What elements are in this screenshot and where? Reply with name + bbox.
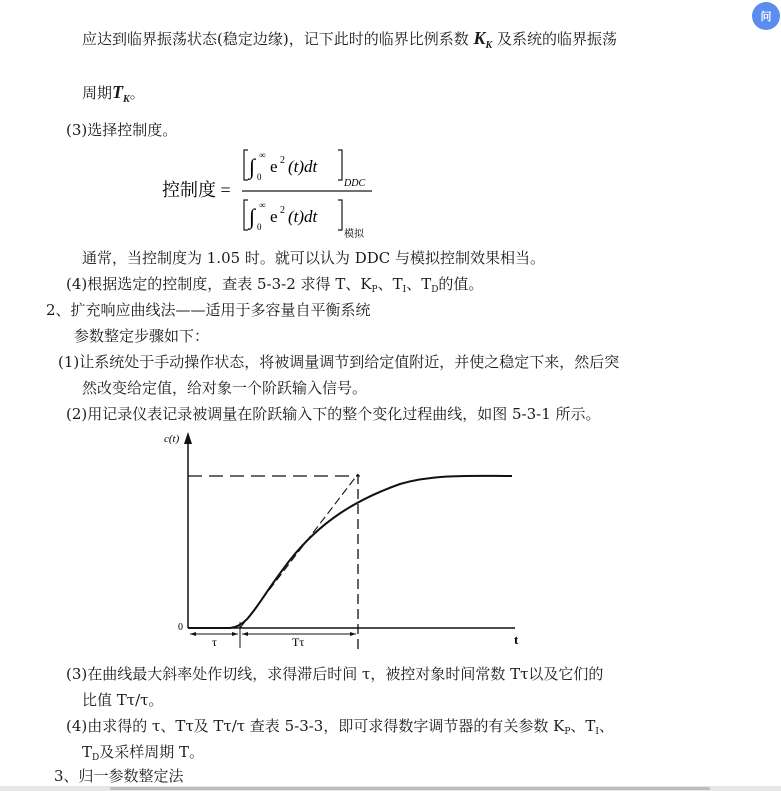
svg-text:e: e xyxy=(270,207,278,226)
svg-text:模拟: 模拟 xyxy=(344,229,364,240)
integral-sign-top: ∫ xyxy=(249,154,256,179)
svg-text:2: 2 xyxy=(280,205,285,216)
steps-intro: 参数整定步骤如下： xyxy=(74,327,210,345)
svg-text:DDC: DDC xyxy=(344,178,366,189)
step-4-line-b: $T_D$及采样周期 T。 xyxy=(82,743,205,763)
control-degree-formula xyxy=(160,144,400,244)
normally-note: 通常，当控制度为 1.05 时。就可以认为 DDC 与模拟控制效果相当。 xyxy=(82,249,546,267)
integral-sign-bottom: ∫ xyxy=(249,204,256,229)
svg-text:∞: ∞ xyxy=(259,150,266,160)
scrollbar-thumb[interactable] xyxy=(110,787,710,790)
svg-text:(t)dt: (t)dt xyxy=(288,157,318,176)
step-3-heading: (3)选择控制度。 xyxy=(66,121,178,139)
critical-period-symbol: $T_K$ xyxy=(112,82,130,105)
step-response-figure xyxy=(160,430,530,650)
step-3-line-b: 比值 Tτ/τ。 xyxy=(82,691,164,709)
step-4-line-a: (4)由求得的 τ、Tτ及 Tτ/τ 查表 5-3-3，即可求得数字调节器的有关参数 $K_P$、$T_I$、 xyxy=(66,717,614,737)
svg-text:2: 2 xyxy=(280,155,285,166)
formula-lhs: 控制度 = xyxy=(162,180,231,200)
y-axis-arrow xyxy=(184,432,192,444)
response-curve xyxy=(188,476,512,628)
svg-text:∞: ∞ xyxy=(259,200,266,210)
line2-text-end: 。 xyxy=(129,84,145,102)
line2-text-start: 周期 xyxy=(82,84,113,102)
line1-text-end: 及系统的临界振荡 xyxy=(492,30,617,48)
step-3-line-a: (3)在曲线最大斜率处作切线，求得滞后时间 τ，被控对象时间常数 Tτ以及它们的 xyxy=(66,665,604,683)
paragraph-line-1 xyxy=(82,28,617,56)
tau-label: τ xyxy=(212,635,217,649)
critical-gain-symbol: $K_K$ xyxy=(473,28,493,51)
horizontal-scrollbar[interactable] xyxy=(0,786,781,791)
step-2-text: (2)用记录仪表记录被调量在阶跃输入下的整个变化过程曲线，如图 5-3-1 所示。 xyxy=(66,405,601,423)
svg-text:0: 0 xyxy=(257,172,262,182)
line1-text-start: 应达到临界振荡状态(稳定边缘)，记下此时的临界比例系数 xyxy=(82,30,474,48)
section-2-heading: 2、扩充响应曲线法——适用于多容量自平衡系统 xyxy=(46,301,371,319)
step-4-text: (4)根据选定的控制度，查表 5-3-2 求得 T、$K_P$、$T_I$、$T_D$的值。 xyxy=(66,275,484,295)
x-axis-label: t xyxy=(514,632,519,647)
formula-numerator xyxy=(244,150,365,189)
tangent-line xyxy=(240,474,358,628)
formula-denominator xyxy=(244,200,365,240)
paragraph-line-2 xyxy=(82,82,145,110)
svg-text:0: 0 xyxy=(257,222,262,232)
svg-text:(t)dt: (t)dt xyxy=(288,207,318,226)
origin-label: 0 xyxy=(178,622,183,633)
svg-text:e: e xyxy=(270,157,278,176)
y-axis-label: c(t) xyxy=(164,433,180,445)
section-3-heading: 3、归一参数整定法 xyxy=(54,767,184,785)
t-tau-label: Tτ xyxy=(292,635,305,649)
translate-badge-icon[interactable]: 问 xyxy=(752,2,780,30)
step-1-line-b: 然改变给定值，给对象一个阶跃输入信号。 xyxy=(82,379,368,397)
step-1-line-a: (1)让系统处于手动操作状态，将被调量调节到给定值附近，并使之稳定下来，然后突 xyxy=(58,353,620,371)
